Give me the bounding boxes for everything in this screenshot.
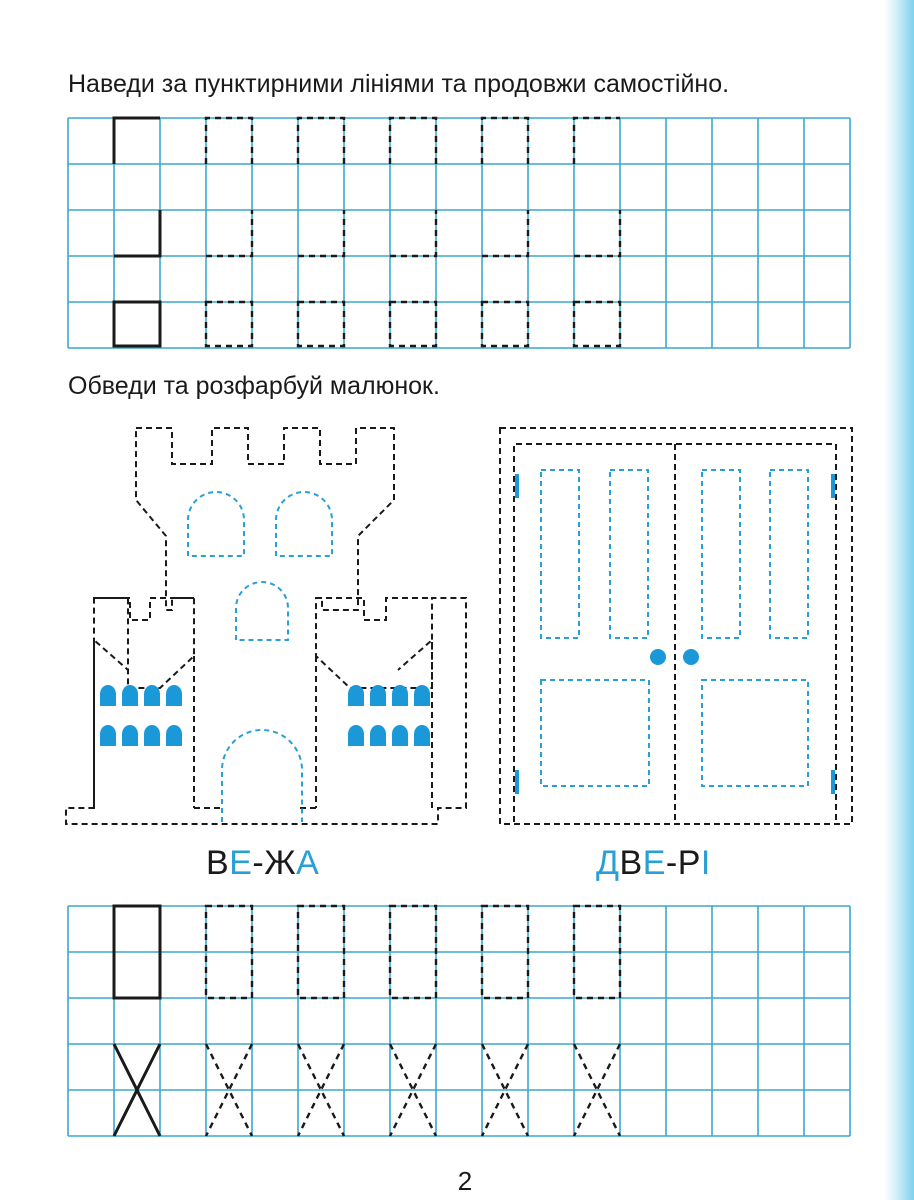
word-letter: Е xyxy=(642,844,666,882)
grid-lines xyxy=(68,906,850,1136)
word-letter: Р xyxy=(677,844,701,882)
word-letter: А xyxy=(296,844,320,882)
page-number: 2 xyxy=(457,1166,473,1196)
word-letter: І xyxy=(700,844,711,882)
instruction-color: Обведи та розфарбуй малюнок. xyxy=(68,372,440,400)
word-letter: Е xyxy=(229,844,253,882)
word-letter: - xyxy=(665,844,678,882)
word-letter: - xyxy=(252,844,265,882)
word-letter: В xyxy=(206,844,230,882)
word-letter: Д xyxy=(596,844,620,882)
word-letter: Ж xyxy=(264,844,297,882)
word-letter: В xyxy=(619,844,643,882)
instruction-trace: Наведи за пунктирними лініями та продовжи самостійно. xyxy=(68,70,730,98)
